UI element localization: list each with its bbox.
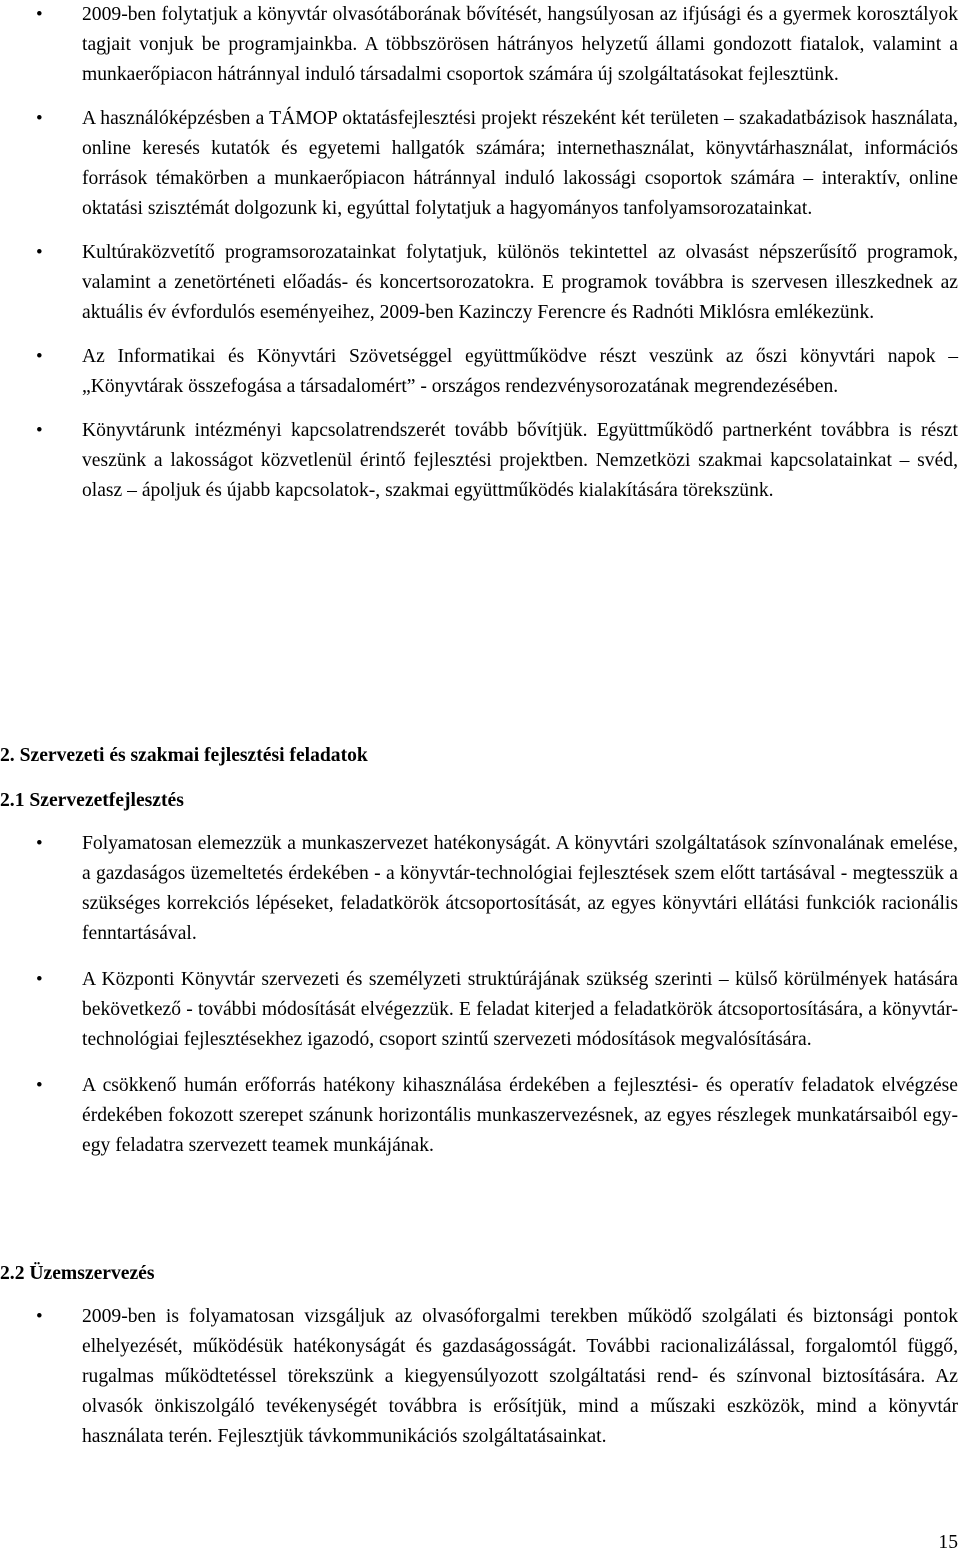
bullet-icon: • — [36, 242, 43, 263]
list-item-text: 2009-ben folytatjuk a könyvtár olvasótáborának bővítését, hangsúlyosan az ifjúsági és a gyermek korosztályok tagjait vonjuk be programjainkba. A többszörösen hátrányos helyzetű állami gondozott fiatalok, valamint a munkaerőpiacon hátránnyal induló társadalmi csoportok számára új szolgáltatásokat fejlesztünk. — [82, 4, 958, 85]
chapter-heading: 2. Szervezeti és szakmai fejlesztési feladatok — [0, 745, 368, 766]
bullet-icon: • — [36, 108, 43, 129]
bullet-list-operations — [0, 1302, 960, 1452]
list-item-text: A Központi Könyvtár szervezeti és személyzeti struktúrájának szükség szerinti – külső körülmények hatására bekövetkező - további módosítását elvégezzük. E feladat kiterjed a feladatkörök átcsoportosítására, a könyvtár-technológiai fejlesztésekhez igazodó, csoport szintű szervezeti módosítások megvalósítására. — [82, 969, 958, 1050]
list-item — [0, 238, 960, 328]
page-number: 15 — [938, 1532, 958, 1553]
bullet-icon: • — [36, 4, 43, 25]
bullet-icon: • — [36, 833, 43, 854]
list-item — [0, 829, 960, 949]
bullet-list-organization — [0, 829, 960, 1161]
list-item — [0, 416, 960, 506]
list-item — [0, 104, 960, 224]
list-item-text: Könyvtárunk intézményi kapcsolatrendszerét tovább bővítjük. Együttműködő partnerként továbbra is részt veszünk a lakosságot közvetlenül érintő fejlesztési projektben. Nemzetközi szakmai kapcsolatainkat – svéd, olasz – ápoljuk és újabb kapcsolatok-, szakmai együttműködés kialakítására törekszünk. — [82, 420, 958, 501]
list-item — [0, 0, 960, 90]
bullet-list-programs — [0, 0, 960, 506]
list-item-text: 2009-ben is folyamatosan vizsgáljuk az olvasóforgalmi terekben működő szolgálati és biztonsági pontok elhelyezését, működésük hatékonyságát és gazdaságosságát. További racionalizálással, forgalomtól függő, rugalmas működtetéssel törekszünk a kiegyensúlyozott szolgáltatási rend- és színvonal biztosítására. Az olvasók önkiszolgáló tevékenységét továbbra is erősítjük, mind a műszaki eszközök, mind a könyvtár használata terén. Fejlesztjük távkommunikációs szolgáltatásainkat. — [82, 1306, 958, 1447]
list-item-text: A használóképzésben a TÁMOP oktatásfejlesztési projekt részeként két területen – szakadatbázisok használata, online keresés kutatók és egyetemi hallgatók számára; internethasználat, könyvtárhasználat, információs források témakörben a munkaerőpiacon hátránnyal induló lakossági csoportok számára – interaktív, online oktatási szisztémát dolgozunk ki, egyúttal folytatjuk a hagyományos tanfolyamsorozatainkat. — [82, 108, 958, 219]
list-item-text: A csökkenő humán erőforrás hatékony kihasználása érdekében a fejlesztési- és operatív feladatok elvégzése érdekében fokozott szerepet szánunk horizontális munkaszervezésnek, az egyes részlegek munkatársaiból egy-egy feladatra szervezett teamek munkájának. — [82, 1075, 958, 1156]
bullet-icon: • — [36, 969, 43, 990]
list-item-text: Kultúraközvetítő programsorozatainkat folytatjuk, különös tekintettel az olvasást népszerűsítő programok, valamint a zenetörténeti előadás- és koncertsorozatokra. E programok továbbra is szervesen illeszkednek az aktuális év évfordulós eseményeihez, 2009-ben Kazinczy Ferencre és Radnóti Miklósra emlékezünk. — [82, 242, 958, 323]
bullet-icon: • — [36, 1306, 43, 1327]
list-item-text: Folyamatosan elemezzük a munkaszervezet hatékonyságát. A könyvtári szolgáltatások színvonalának emelése, a gazdaságos üzemeltetés érdekében - a könyvtár-technológiai fejlesztések szem előtt tartásával - megtesszük a szükséges korrekciós lépéseket, feladatkörök átcsoportosítását, az egyes könyvtári ellátási funkciók racionális fenntartásával. — [82, 833, 958, 944]
list-item — [0, 1302, 960, 1452]
bullet-icon: • — [36, 420, 43, 441]
list-item — [0, 965, 960, 1055]
subsection-heading-operations: 2.2 Üzemszervezés — [0, 1263, 155, 1284]
bullet-icon: • — [36, 1075, 43, 1096]
list-item — [0, 1071, 960, 1161]
list-item-text: Az Informatikai és Könyvtári Szövetséggel együttműködve részt veszünk az őszi könyvtári napok – „Könyvtárak összefogása a társadalomért” - országos rendezvénysorozatának megrendezésében. — [82, 346, 958, 397]
list-item — [0, 342, 960, 402]
bullet-icon: • — [36, 346, 43, 367]
subsection-heading-organization: 2.1 Szervezetfejlesztés — [0, 790, 184, 811]
